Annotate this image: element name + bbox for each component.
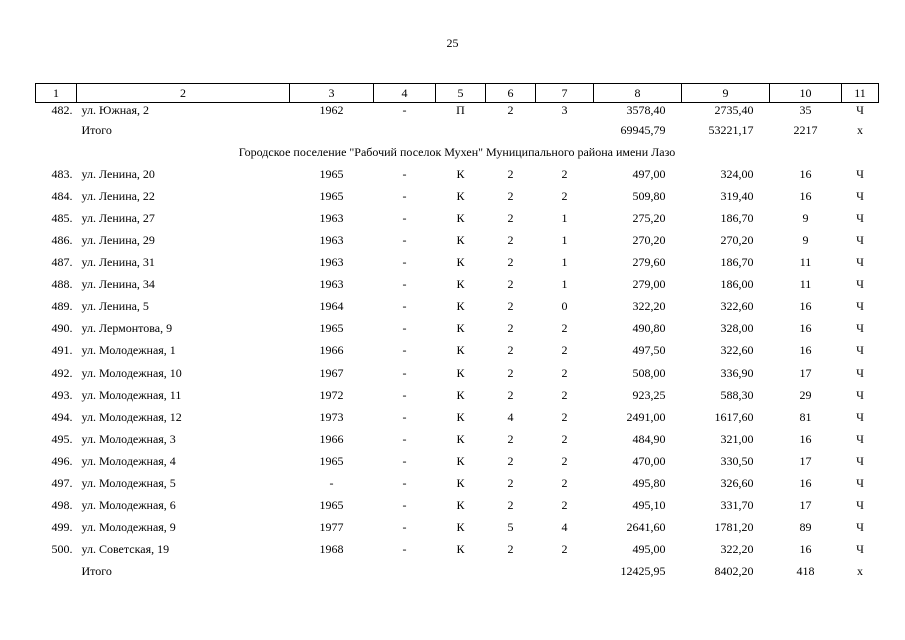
row-year: 1966 [319,343,344,358]
row-number: 493. [51,387,73,402]
header-col-9: 9 [682,84,770,103]
row-col-5: К [456,210,465,225]
row-number: 486. [51,233,73,248]
total-label: Итого [81,122,112,137]
row-col-11: Ч [856,431,864,446]
row-col-4: - [402,299,407,314]
row-col-7: 3 [561,103,568,117]
row-col-11: Ч [856,299,864,314]
row-address: ул. Молодежная, 9 [81,520,176,535]
table-body-rows [36,163,879,561]
header-col-10: 10 [770,84,842,103]
header-col-3: 3 [290,84,374,103]
row-col-9: 321,00 [720,431,754,446]
row-col-9: 328,00 [720,321,754,336]
row-col-5: К [456,233,465,248]
row-col-8: 279,60 [632,255,666,270]
total-col-11: х [857,564,863,579]
row-col-9: 1781,20 [714,520,754,535]
row-col-10: 11 [799,277,812,292]
row-col-9: 331,70 [720,498,754,513]
table-row [36,103,879,120]
row-col-7: 2 [561,321,568,336]
row-year: - [329,476,334,491]
row-col-11: Ч [856,365,864,380]
row-col-8: 490,80 [632,321,666,336]
row-col-5: К [456,365,465,380]
total-col-9: 53221,17 [708,122,754,137]
row-col-11: Ч [856,166,864,181]
row-col-5: П [456,103,465,117]
row-col-5: К [456,542,465,557]
row-col-8: 497,00 [632,166,666,181]
table-row [36,517,879,539]
row-col-7: 0 [561,299,568,314]
row-col-5: К [456,277,465,292]
row-number: 483. [51,166,73,181]
row-col-10: 16 [799,299,812,314]
row-number: 500. [51,542,73,557]
row-col-5: К [456,255,465,270]
row-col-11: Ч [856,210,864,225]
row-address: ул. Ленина, 27 [81,210,155,225]
row-col-5: К [456,387,465,402]
row-col-4: - [402,476,407,491]
row-number: 495. [51,431,73,446]
row-address: ул. Лермонтова, 9 [81,321,173,336]
row-col-10: 9 [802,233,809,248]
row-col-6: 2 [507,166,514,181]
row-col-8: 508,00 [632,365,666,380]
row-col-8: 484,90 [632,431,666,446]
table-body [36,103,879,164]
row-address: ул. Молодежная, 1 [81,343,176,358]
row-col-8: 509,80 [632,188,666,203]
row-address: ул. Южная, 2 [81,103,149,117]
row-col-10: 16 [799,321,812,336]
row-year: 1965 [319,166,344,181]
row-col-11: Ч [856,476,864,491]
row-year: 1972 [319,387,344,402]
row-year: 1963 [319,233,344,248]
row-col-7: 2 [561,431,568,446]
row-col-9: 324,00 [720,166,754,181]
row-col-10: 29 [799,387,812,402]
row-col-10: 16 [799,476,812,491]
row-col-8: 923,25 [632,387,666,402]
row-col-10: 16 [799,542,812,557]
row-col-5: К [456,431,465,446]
row-year: 1966 [319,431,344,446]
row-col-6: 2 [507,476,514,491]
row-col-10: 16 [799,343,812,358]
table-row [36,318,879,340]
row-number: 497. [51,476,73,491]
row-col-6: 2 [507,277,514,292]
total-col-10: 2217 [793,122,818,137]
row-col-4: - [402,498,407,513]
row-col-4: - [402,431,407,446]
row-col-7: 2 [561,166,568,181]
row-number: 499. [51,520,73,535]
row-col-8: 322,20 [632,299,666,314]
row-address: ул. Ленина, 22 [81,188,155,203]
row-year: 1968 [319,542,344,557]
row-col-7: 2 [561,476,568,491]
row-col-4: - [402,103,407,117]
row-col-6: 2 [507,343,514,358]
table-header [36,84,879,103]
row-col-10: 35 [799,103,812,117]
row-col-4: - [402,321,407,336]
total-row [36,119,879,141]
row-col-6: 2 [507,188,514,203]
row-col-6: 2 [507,498,514,513]
row-col-11: Ч [856,103,864,117]
total-col-10: 418 [796,564,815,579]
table-row [36,207,879,229]
row-col-11: Ч [856,188,864,203]
row-col-7: 2 [561,453,568,468]
row-col-11: Ч [856,453,864,468]
row-col-9: 322,60 [720,299,754,314]
row-col-10: 17 [799,365,812,380]
table-row [36,185,879,207]
row-col-4: - [402,542,407,557]
row-col-5: К [456,188,465,203]
row-col-6: 2 [507,233,514,248]
row-col-5: К [456,166,465,181]
row-col-4: - [402,409,407,424]
row-col-8: 495,00 [632,542,666,557]
row-col-5: К [456,498,465,513]
row-col-7: 2 [561,365,568,380]
row-col-4: - [402,453,407,468]
row-col-11: Ч [856,343,864,358]
section-title: Городское поселение "Рабочий поселок Мухен" Муниципального района имени Лазо [238,144,676,159]
header-col-2: 2 [77,84,290,103]
row-address: ул. Молодежная, 6 [81,498,176,513]
row-col-4: - [402,387,407,402]
row-col-8: 470,00 [632,453,666,468]
row-col-5: К [456,453,465,468]
row-year: 1963 [319,277,344,292]
row-year: 1964 [319,299,344,314]
row-col-4: - [402,210,407,225]
row-number: 491. [51,343,73,358]
header-row [36,84,879,103]
row-address: ул. Советская, 19 [81,542,170,557]
row-col-5: К [456,409,465,424]
row-col-9: 1617,60 [714,409,754,424]
row-col-9: 330,50 [720,453,754,468]
row-col-7: 2 [561,343,568,358]
row-col-6: 2 [507,387,514,402]
row-address: ул. Ленина, 31 [81,255,155,270]
total-label: Итого [81,564,112,579]
total-row [36,561,879,583]
table-row [36,362,879,384]
row-number: 498. [51,498,73,513]
row-col-11: Ч [856,255,864,270]
row-address: ул. Молодежная, 5 [81,476,176,491]
table-row [36,495,879,517]
header-col-1: 1 [36,84,77,103]
row-address: ул. Ленина, 29 [81,233,155,248]
row-col-8: 279,00 [632,277,666,292]
row-year: 1962 [319,103,344,117]
row-year: 1965 [319,188,344,203]
row-col-5: К [456,343,465,358]
row-col-6: 2 [507,210,514,225]
row-col-9: 588,30 [720,387,754,402]
row-year: 1963 [319,210,344,225]
page-number: 25 [446,36,459,50]
row-year: 1965 [319,498,344,513]
row-address: ул. Молодежная, 11 [81,387,182,402]
row-col-7: 1 [561,277,568,292]
row-number: 487. [51,255,73,270]
header-col-7: 7 [536,84,594,103]
row-col-8: 3578,40 [626,103,666,117]
header-col-6: 6 [486,84,536,103]
table-row [36,428,879,450]
row-col-11: Ч [856,233,864,248]
housing-table [35,83,879,583]
row-col-7: 1 [561,233,568,248]
total-col-8: 69945,79 [620,122,666,137]
row-col-8: 275,20 [632,210,666,225]
row-col-4: - [402,520,407,535]
row-col-4: - [402,343,407,358]
row-col-4: - [402,188,407,203]
table-row [36,229,879,251]
row-col-9: 186,00 [720,277,754,292]
row-col-10: 16 [799,431,812,446]
row-col-7: 2 [561,542,568,557]
row-col-11: Ч [856,387,864,402]
header-col-4: 4 [374,84,436,103]
row-col-11: Ч [856,542,864,557]
row-year: 1977 [319,520,344,535]
row-col-6: 2 [507,453,514,468]
row-col-4: - [402,255,407,270]
row-col-9: 319,40 [720,188,754,203]
row-col-8: 2641,60 [626,520,666,535]
row-col-4: - [402,365,407,380]
row-number: 485. [51,210,73,225]
header-col-5: 5 [436,84,486,103]
row-col-6: 2 [507,255,514,270]
row-col-4: - [402,166,407,181]
total-col-8: 12425,95 [620,564,666,579]
row-col-10: 16 [799,166,812,181]
row-number: 489. [51,299,73,314]
row-col-7: 2 [561,498,568,513]
row-col-9: 2735,40 [714,103,754,117]
row-address: ул. Ленина, 20 [81,166,155,181]
row-number: 492. [51,365,73,380]
row-col-10: 16 [799,188,812,203]
total-col-11: х [857,122,863,137]
row-col-7: 4 [561,520,568,535]
row-col-9: 322,20 [720,542,754,557]
row-col-5: К [456,321,465,336]
row-year: 1963 [319,255,344,270]
row-col-9: 336,90 [720,365,754,380]
row-col-6: 5 [507,520,514,535]
row-col-9: 326,60 [720,476,754,491]
row-col-7: 1 [561,255,568,270]
table-row [36,473,879,495]
row-number: 496. [51,453,73,468]
table-row [36,450,879,472]
header-col-11: 11 [842,84,879,103]
row-col-9: 322,60 [720,343,754,358]
table-footer [36,561,879,583]
row-col-9: 186,70 [720,255,754,270]
row-number: 482. [51,103,73,117]
table-row [36,384,879,406]
row-number: 484. [51,188,73,203]
row-col-6: 2 [507,321,514,336]
table-row [36,274,879,296]
row-col-5: К [456,299,465,314]
row-col-10: 11 [799,255,812,270]
row-col-8: 495,80 [632,476,666,491]
table-row [36,252,879,274]
row-col-7: 2 [561,188,568,203]
row-address: ул. Ленина, 34 [81,277,155,292]
row-col-6: 2 [507,299,514,314]
row-col-10: 17 [799,453,812,468]
row-col-10: 89 [799,520,812,535]
row-col-6: 2 [507,103,514,117]
row-col-11: Ч [856,520,864,535]
housing-table-container [35,83,878,583]
row-number: 494. [51,409,73,424]
row-col-8: 497,50 [632,343,666,358]
table-row [36,296,879,318]
row-col-11: Ч [856,498,864,513]
header-col-8: 8 [594,84,682,103]
row-address: ул. Ленина, 5 [81,299,149,314]
row-col-7: 2 [561,409,568,424]
row-address: ул. Молодежная, 3 [81,431,176,446]
table-row [36,163,879,185]
row-col-4: - [402,277,407,292]
row-col-10: 81 [799,409,812,424]
row-col-6: 2 [507,365,514,380]
row-address: ул. Молодежная, 10 [81,365,182,380]
row-col-6: 2 [507,542,514,557]
row-year: 1965 [319,321,344,336]
row-address: ул. Молодежная, 12 [81,409,182,424]
row-col-5: К [456,476,465,491]
table-row [36,539,879,561]
row-col-4: - [402,233,407,248]
row-year: 1973 [319,409,344,424]
row-col-8: 270,20 [632,233,666,248]
row-col-5: К [456,520,465,535]
row-col-7: 1 [561,210,568,225]
row-col-9: 186,70 [720,210,754,225]
row-address: ул. Молодежная, 4 [81,453,176,468]
row-year: 1967 [319,365,344,380]
row-col-10: 17 [799,498,812,513]
row-col-9: 270,20 [720,233,754,248]
table-row [36,406,879,428]
row-col-11: Ч [856,321,864,336]
row-col-6: 2 [507,431,514,446]
row-year: 1965 [319,453,344,468]
total-col-9: 8402,20 [714,564,754,579]
row-col-8: 2491,00 [626,409,666,424]
row-number: 490. [51,321,73,336]
row-col-11: Ч [856,277,864,292]
row-col-11: Ч [856,409,864,424]
row-col-8: 495,10 [632,498,666,513]
row-col-6: 4 [507,409,514,424]
row-col-10: 9 [802,210,809,225]
table-row [36,340,879,362]
section-header-row [36,141,879,163]
row-col-7: 2 [561,387,568,402]
row-number: 488. [51,277,73,292]
